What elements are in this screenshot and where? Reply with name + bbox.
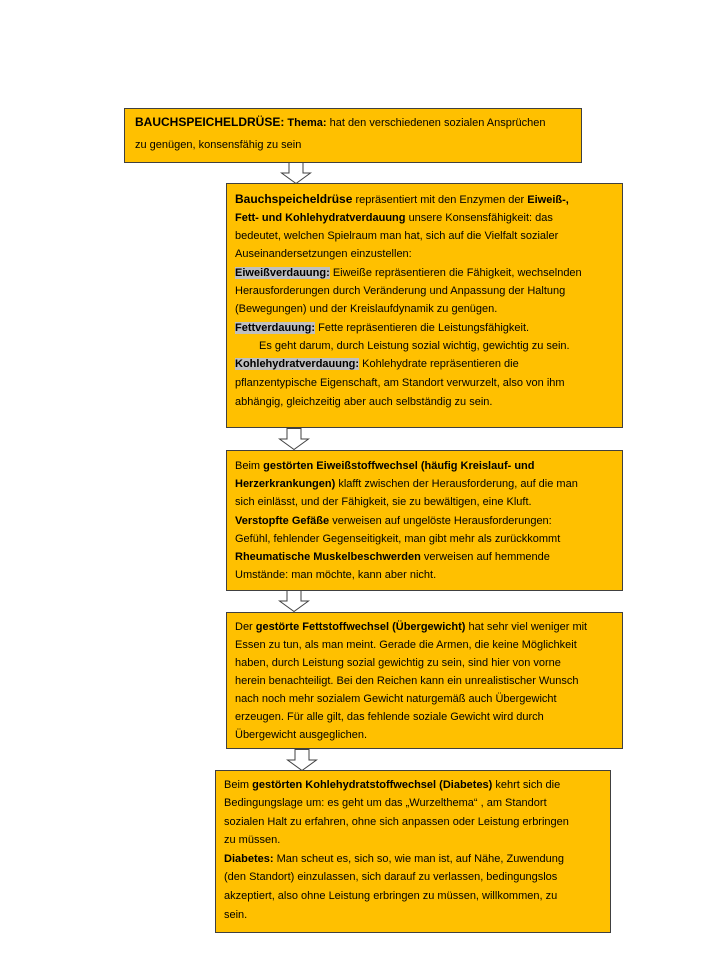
box1-line-2: zu genügen, konsensfähig zu sein [135,139,302,151]
box2-line-11: pflanzentypische Eigenschaft, am Standort verwurzelt, also von ihm [235,377,565,389]
box2-l2-text: unsere Konsensfähigkeit: das [408,212,553,224]
down-arrow-2 [278,428,310,450]
down-arrow-1 [280,162,312,184]
box-eiweissstoffwechsel [226,450,623,591]
box4-der: Der [235,621,253,633]
box4-line-4: herein benachteiligt. Bei den Reichen kann ein unrealistischer Wunsch [235,675,579,687]
box4-line-1 [235,620,587,634]
box2-l1-text: repräsentiert mit den Enzymen der [355,194,525,206]
box3-line-7: Umstände: man möchte, kann aber nicht. [235,569,437,581]
box3-gestoerter-eiweissstoffwechsel: gestörten Eiweißstoffwechsel (häufig Kreislauf- und [263,460,535,472]
box3-line-6 [235,550,550,564]
box-bauchspeicheldruese-thema [124,108,582,163]
down-arrow-4 [286,749,318,771]
box5-beim: Beim [224,779,250,791]
box2-eiweiss: Eiweiß-, [527,194,569,206]
box3-rheumatische-muskelbeschwerden: Rheumatische Muskelbeschwerden [235,551,421,563]
box3-l2-text: klafft zwischen der Herausforderung, auf die man [338,478,578,490]
box4-line-3: haben, durch Leistung sozial gewichtig zu sein, sind hier von vorne [235,657,561,669]
box5-line-8: sein. [224,909,248,921]
box4-gestoerter-fettstoffwechsel: gestörte Fettstoffwechsel (Übergewicht) [255,621,466,633]
box5-gestoerter-kohlehydratstoffwechsel: gestörten Kohlehydratstoffwechsel (Diabetes) [252,779,493,791]
box-kohlehydratstoffwechsel [215,770,611,933]
box2-l5-text: Eiweiße repräsentieren die Fähigkeit, wechselnden [332,267,582,279]
box5-line-6: (den Standort) einzulassen, sich darauf zu verlassen, bedingungslos [224,871,558,883]
box2-l8-text: Fette repräsentieren die Leistungsfähigkeit. [318,322,530,334]
box2-eiweissverdauung-label: Eiweißverdauung: [235,267,330,279]
box2-line-10 [235,357,519,371]
box2-line-6: Herausforderungen durch Veränderung und Anpassung der Haltung [235,285,566,297]
box5-line-3: sozialen Halt zu erfahren, ohne sich anpassen oder Leistung erbringen [224,816,569,828]
box5-line-7: akzeptiert, also ohne Leistung erbringen zu müssen, willkommen, zu [224,890,558,902]
box2-l10-text: Kohlehydrate repräsentieren die [362,358,519,370]
box5-diabetes-label: Diabetes: [224,853,274,865]
box3-line-3: sich einlässt, und der Fähigkeit, sie zu bewältigen, eine Kluft. [235,496,532,508]
box5-l5-text: Man scheut es, sich so, wie man ist, auf Nähe, Zuwendung [276,853,564,865]
box-bauchspeicheldruese-enzyme [226,183,623,428]
box2-line-8 [235,321,529,335]
box2-line-5 [235,266,582,280]
box3-l4-text: verweisen auf ungelöste Herausforderungen: [332,515,552,527]
box3-line-4 [235,514,552,528]
box2-line-9: Es geht darum, durch Leistung sozial wichtig, gewichtig zu sein. [259,340,570,352]
box1-thema: Thema: [287,117,327,129]
box5-line-5 [224,852,564,866]
box4-l1-text: hat sehr viel weniger mit [468,621,588,633]
box2-bauchspeicheldruese: Bauchspeicheldrüse [235,192,353,206]
box4-line-6: erzeugen. Für alle gilt, das fehlende soziale Gewicht wird durch [235,711,544,723]
box1-title: BAUCHSPEICHELDRÜSE: [135,115,285,129]
box3-verstopfte-gefaesse: Verstopfte Gefäße [235,515,330,527]
box2-kohlehydratverdauung-label: Kohlehydratverdauung: [235,358,360,370]
box3-line-1 [235,459,535,473]
box4-line-2: Essen zu tun, als man meint. Gerade die Armen, die keine Möglichkeit [235,639,577,651]
box5-l1-text: kehrt sich die [495,779,561,791]
box3-line-5: Gefühl, fehlender Gegenseitigkeit, man gibt mehr als zurückkommt [235,533,561,545]
box5-line-4: zu müssen. [224,834,281,846]
box4-line-5: nach noch mehr sozialem Gewicht naturgemäß auch Übergewicht [235,693,557,705]
box-fettstoffwechsel [226,612,623,749]
box3-beim: Beim [235,460,261,472]
box2-fettverdauung-label: Fettverdauung: [235,322,316,334]
box2-line-1 [235,192,569,207]
box2-line-4: Auseinandersetzungen einzustellen: [235,248,412,260]
down-arrow-3 [278,590,310,612]
box1-line-1 [135,115,545,130]
box5-line-1 [224,778,560,792]
box3-herzerkrankungen: Herzerkrankungen) [235,478,336,490]
box5-line-2: Bedingungslage um: es geht um das „Wurzelthema“ , am Standort [224,797,547,809]
box2-fett-kohlehydrat: Fett- und Kohlehydratverdauung [235,212,406,224]
box2-line-3: bedeutet, welchen Spielraum man hat, sich auf die Vielfalt sozialer [235,230,559,242]
box4-line-7: Übergewicht ausgeglichen. [235,729,368,741]
box2-line-7: (Bewegungen) und der Kreislaufdynamik zu genügen. [235,303,498,315]
box2-line-2 [235,211,553,225]
box2-line-12: abhängig, gleichzeitig aber auch selbständig zu sein. [235,396,493,408]
box1-line1-rest: hat den verschiedenen sozialen Ansprüchen [329,117,546,129]
box3-line-2 [235,477,578,491]
box3-l6-text: verweisen auf hemmende [423,551,550,563]
